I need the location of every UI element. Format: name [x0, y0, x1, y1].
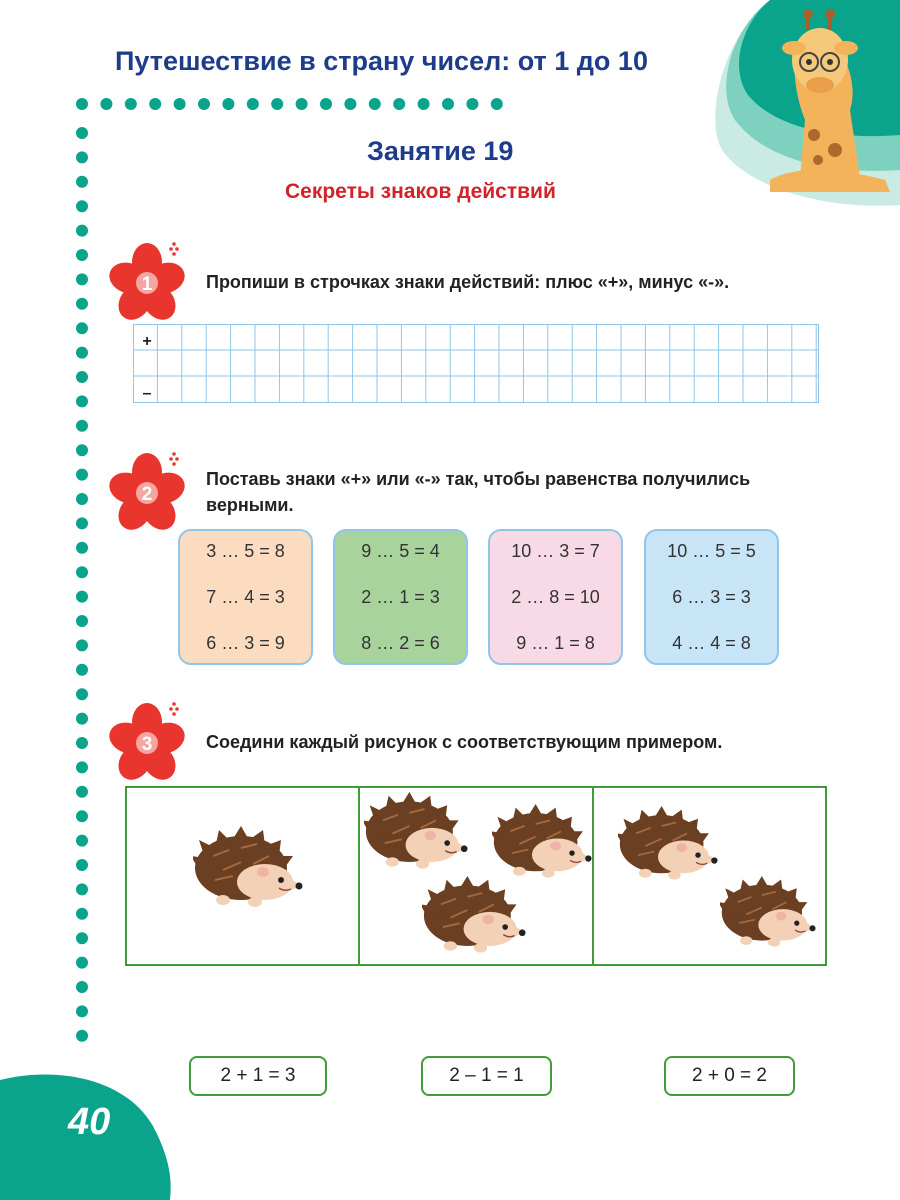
task-3-number: 3 — [141, 734, 153, 755]
border-dot — [76, 810, 88, 822]
border-dot — [76, 713, 88, 725]
equation[interactable]: 6 … 3 = 3 — [672, 587, 751, 607]
border-dot — [76, 566, 88, 578]
equation[interactable]: 3 … 5 = 8 — [206, 541, 285, 561]
border-dot — [76, 1005, 88, 1017]
border-dot — [76, 664, 88, 676]
task-2-flower-icon — [107, 452, 187, 532]
equation[interactable]: 9 … 1 = 8 — [516, 633, 595, 653]
border-dot — [76, 688, 88, 700]
hedgehog-icon — [193, 826, 303, 911]
border-dot — [76, 127, 88, 139]
border-dot — [76, 395, 88, 407]
grid-row-plus-sign: + — [142, 333, 152, 350]
equation[interactable]: 6 … 3 = 9 — [206, 633, 285, 653]
lesson-subtitle: Секреты знаков действий — [285, 180, 556, 203]
hedgehog-icon — [618, 806, 718, 883]
border-dot — [76, 420, 88, 432]
border-dot — [125, 98, 137, 110]
border-dot — [76, 737, 88, 749]
border-dot — [76, 883, 88, 895]
pictures-frame — [125, 786, 827, 966]
border-dot — [76, 932, 88, 944]
equation[interactable]: 2 … 8 = 10 — [511, 587, 600, 607]
answer-example[interactable]: 2 + 0 = 2 — [664, 1056, 795, 1096]
answer-example[interactable]: 2 + 1 = 3 — [189, 1056, 327, 1096]
equation-box-green — [333, 529, 468, 665]
border-dot — [344, 98, 356, 110]
border-dot — [76, 761, 88, 773]
hedgehog-icon — [364, 792, 468, 872]
border-dot — [442, 98, 454, 110]
picture-panel[interactable] — [127, 788, 358, 964]
book-title: Путешествие в страну чисел: от 1 до 10 — [115, 46, 648, 76]
border-dot — [76, 347, 88, 359]
border-dot — [369, 98, 381, 110]
lesson-title: Занятие 19 — [367, 136, 514, 166]
equation[interactable]: 9 … 5 = 4 — [361, 541, 440, 561]
equation[interactable]: 10 … 5 = 5 — [667, 541, 756, 561]
border-dot — [320, 98, 332, 110]
task-1-instruction: Пропиши в строчках знаки действий: плюс «+», минус «-». — [206, 272, 730, 292]
task-1-number: 1 — [141, 274, 153, 295]
task-2-instruction-line-1: Поставь знаки «+» или «-» так, чтобы равенства получились — [206, 469, 751, 489]
border-dot — [76, 322, 88, 334]
border-dot — [296, 98, 308, 110]
border-dot — [100, 98, 112, 110]
border-dot — [76, 859, 88, 871]
grid-border — [134, 325, 819, 403]
picture-panel[interactable] — [360, 788, 592, 964]
border-dot — [76, 98, 88, 110]
equation[interactable]: 10 … 3 = 7 — [511, 541, 600, 561]
picture-panel[interactable] — [594, 788, 825, 964]
border-dot — [76, 591, 88, 603]
task-3-flower-icon — [107, 702, 187, 782]
border-dot — [247, 98, 259, 110]
equation-box-orange — [178, 529, 313, 665]
border-dot — [76, 151, 88, 163]
border-dot — [222, 98, 234, 110]
border-dot — [76, 957, 88, 969]
border-dot — [76, 517, 88, 529]
border-dot — [76, 615, 88, 627]
grid-row-minus-sign: – — [142, 385, 152, 402]
equation[interactable]: 2 … 1 = 3 — [361, 587, 440, 607]
border-dot — [76, 273, 88, 285]
border-dot — [76, 835, 88, 847]
answer-example[interactable]: 2 – 1 = 1 — [421, 1056, 552, 1096]
hedgehog-icon — [720, 876, 816, 950]
task-2-number: 2 — [141, 484, 153, 505]
writing-grid[interactable] — [133, 324, 819, 404]
giraffe-corner-decoration — [710, 0, 900, 215]
border-dot — [76, 786, 88, 798]
border-dot — [76, 225, 88, 237]
task-1-flower-icon — [107, 242, 187, 322]
task-3-instruction: Соедини каждый рисунок с соответствующим примером. — [206, 732, 723, 752]
equation-box-pink — [488, 529, 623, 665]
border-dot — [174, 98, 186, 110]
equation-box-blue — [644, 529, 779, 665]
hedgehog-icon — [422, 876, 526, 956]
equation[interactable]: 8 … 2 = 6 — [361, 633, 440, 653]
border-dot — [76, 469, 88, 481]
border-dot — [418, 98, 430, 110]
equation[interactable]: 7 … 4 = 3 — [206, 587, 285, 607]
border-dot — [198, 98, 210, 110]
border-dot — [393, 98, 405, 110]
border-dot — [76, 542, 88, 554]
page-number: 40 — [68, 1101, 111, 1143]
border-dot — [76, 371, 88, 383]
border-dot — [76, 981, 88, 993]
border-dot — [76, 639, 88, 651]
border-dot — [466, 98, 478, 110]
border-dot — [271, 98, 283, 110]
border-dot — [76, 298, 88, 310]
border-dot — [76, 444, 88, 456]
border-dot — [491, 98, 503, 110]
border-dot — [76, 493, 88, 505]
border-dot — [76, 249, 88, 261]
border-dot — [149, 98, 161, 110]
border-dot — [76, 176, 88, 188]
equation[interactable]: 4 … 4 = 8 — [672, 633, 751, 653]
border-dot — [76, 1030, 88, 1042]
task-2-instruction-line-2: верными. — [206, 495, 294, 515]
border-dot — [76, 908, 88, 920]
hedgehog-icon — [492, 804, 592, 881]
border-dot — [76, 200, 88, 212]
